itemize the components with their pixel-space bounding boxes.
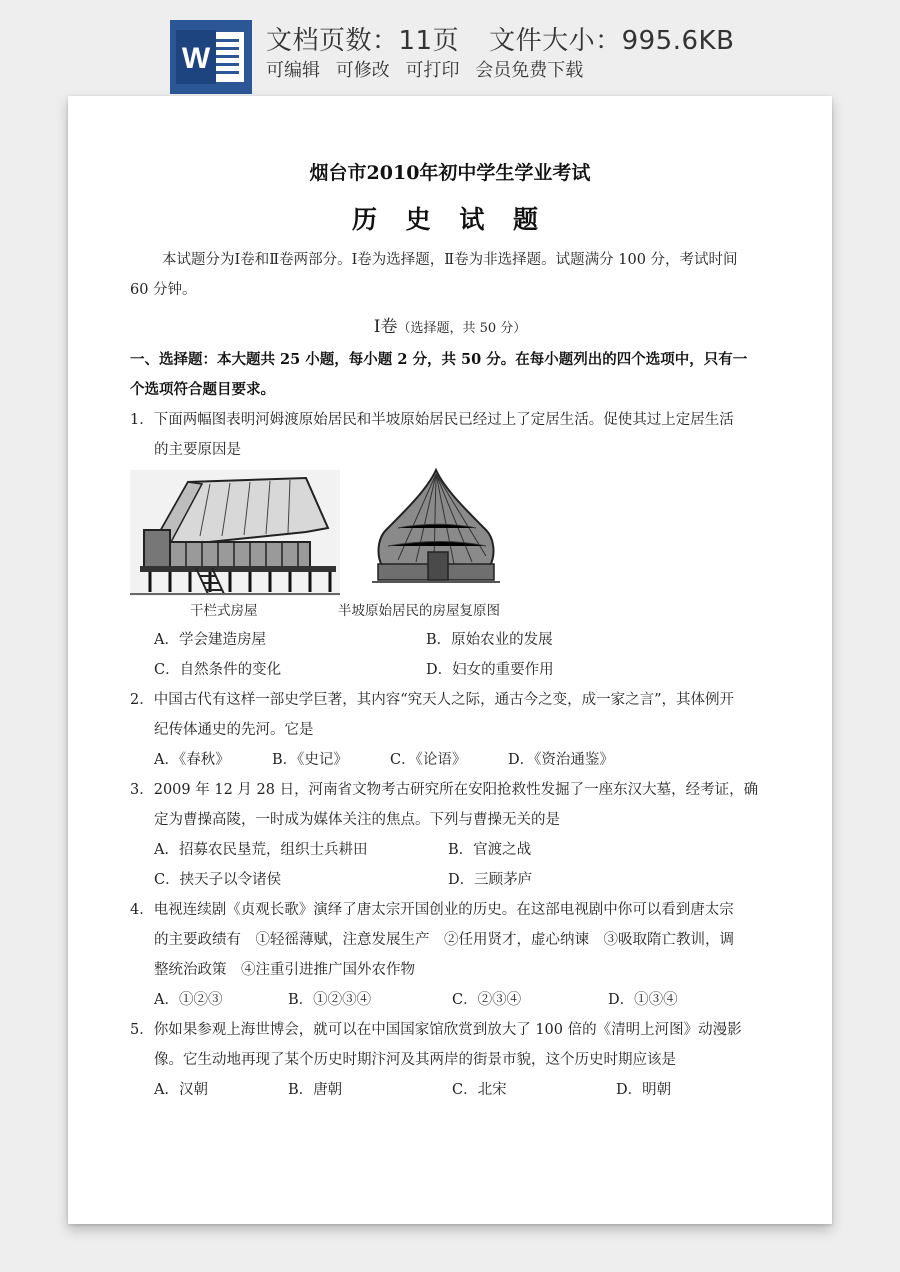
- section-heading-cont: 个选项符合题目要求。: [130, 381, 275, 398]
- exam-subtitle: 历 史 试 题: [351, 205, 549, 234]
- feature-member-download[interactable]: 会员免费下载: [475, 60, 584, 81]
- question-5-option-c: C．北宋: [452, 1082, 507, 1098]
- part-heading: [68, 312, 832, 337]
- question-5-text-cont: 像。它生动地再现了某个历史时期汴河及其两岸的街景市貌，这个历史时期应该是: [154, 1052, 676, 1068]
- question-3-option-d: D．三顾茅庐: [448, 872, 533, 888]
- question-1-option-c: C．自然条件的变化: [154, 662, 282, 678]
- question-3-option-c: C．挟天子以令诸侯: [154, 872, 282, 888]
- word-letter: W: [181, 42, 211, 75]
- question-4-text: 4．电视连续剧《贞观长歌》演绎了唐太宗开国创业的历史。在这部电视剧中你可以看到唐太宗: [130, 902, 734, 918]
- question-1-text: 1．下面两幅图表明河姆渡原始居民和半坡原始居民已经过上了定居生活。促使其过上定居生活: [130, 412, 734, 428]
- question-4-option-c: C．②③④: [452, 992, 522, 1008]
- question-3-option-b: B．官渡之战: [448, 842, 532, 858]
- question-5-text: 5．你如果参观上海世博会，就可以在中国国家馆欣赏到放大了 100 倍的《清明上河图》动漫影: [130, 1022, 742, 1038]
- file-size: 文件大小：995.6KB: [489, 26, 735, 56]
- question-2-text-cont: 纪传体通史的先河。它是: [154, 722, 314, 738]
- question-2-option-c: C．《论语》: [390, 752, 467, 768]
- image-caption-stilt-house: 干栏式房屋: [190, 603, 258, 619]
- document-page: [68, 96, 832, 1224]
- question-2-text: 2．中国古代有这样一部史学巨著，其内容“究天人之际，通古今之变，成一家之言”，其体例开: [130, 692, 735, 708]
- intro-text: 本试题分为Ⅰ卷和Ⅱ卷两部分。Ⅰ卷为选择题，Ⅱ卷为非选择题。试题满分 100 分，考试时间: [162, 252, 738, 268]
- question-5-option-a: A．汉朝: [154, 1082, 208, 1098]
- feature-modifiable: 可修改: [335, 60, 390, 81]
- part-note: （选择题，共 50 分）: [397, 321, 527, 336]
- word-document-icon: [170, 20, 252, 94]
- question-3-text: 3．2009 年 12 月 28 日，河南省文物考古研究所在安阳抢救性发掘了一座东汉大墓，经考证，确: [130, 782, 759, 798]
- question-3-option-a: A．招募农民垦荒，组织士兵耕田: [154, 842, 368, 858]
- question-4-option-d: D．①③④: [608, 992, 678, 1008]
- intro-text-cont: 60 分钟。: [130, 282, 197, 298]
- question-4-text-cont2: 整统治政策 ④注重引进推广国外农作物: [154, 962, 415, 978]
- question-2-option-b: B．《史记》: [272, 752, 348, 768]
- question-5-option-b: B．唐朝: [288, 1082, 343, 1098]
- question-1-text-cont: 的主要原因是: [154, 442, 241, 458]
- banpo-hut-image: [368, 468, 504, 592]
- section-heading: 一、选择题：本大题共 25 小题，每小题 2 分，共 50 分。在每小题列出的四个选项中，只有一: [130, 351, 748, 368]
- header-banner: [0, 0, 900, 96]
- stilt-house-image: [130, 470, 340, 596]
- part-title: Ⅰ卷: [373, 317, 398, 337]
- feature-printable: 可打印: [405, 60, 460, 81]
- feature-editable: 可编辑: [266, 60, 320, 81]
- file-meta: [266, 20, 734, 57]
- exam-title: 烟台市2010年初中学生学业考试: [309, 162, 591, 184]
- question-1-option-a: A．学会建造房屋: [154, 632, 266, 648]
- question-5-option-d: D．明朝: [616, 1082, 672, 1098]
- feature-list: [266, 56, 593, 82]
- page-count: 文档页数：11页: [266, 26, 460, 56]
- question-4-option-a: A．①②③: [154, 992, 223, 1008]
- question-1-option-d: D．妇女的重要作用: [426, 662, 554, 678]
- question-1-option-b: B．原始农业的发展: [426, 632, 553, 648]
- question-3-text-cont: 定为曹操高陵，一时成为媒体关注的焦点。下列与曹操无关的是: [154, 812, 560, 828]
- image-caption-banpo-hut: 半坡原始居民的房屋复原图: [338, 603, 500, 619]
- question-2-option-a: A．《春秋》: [154, 752, 230, 768]
- question-4-option-b: B．①②③④: [288, 992, 372, 1008]
- question-2-option-d: D．《资治通鉴》: [508, 752, 614, 768]
- question-4-text-cont: 的主要政绩有 ①轻徭薄赋，注意发展生产 ②任用贤才，虚心纳谏 ③吸取隋亡教训，调: [154, 932, 734, 948]
